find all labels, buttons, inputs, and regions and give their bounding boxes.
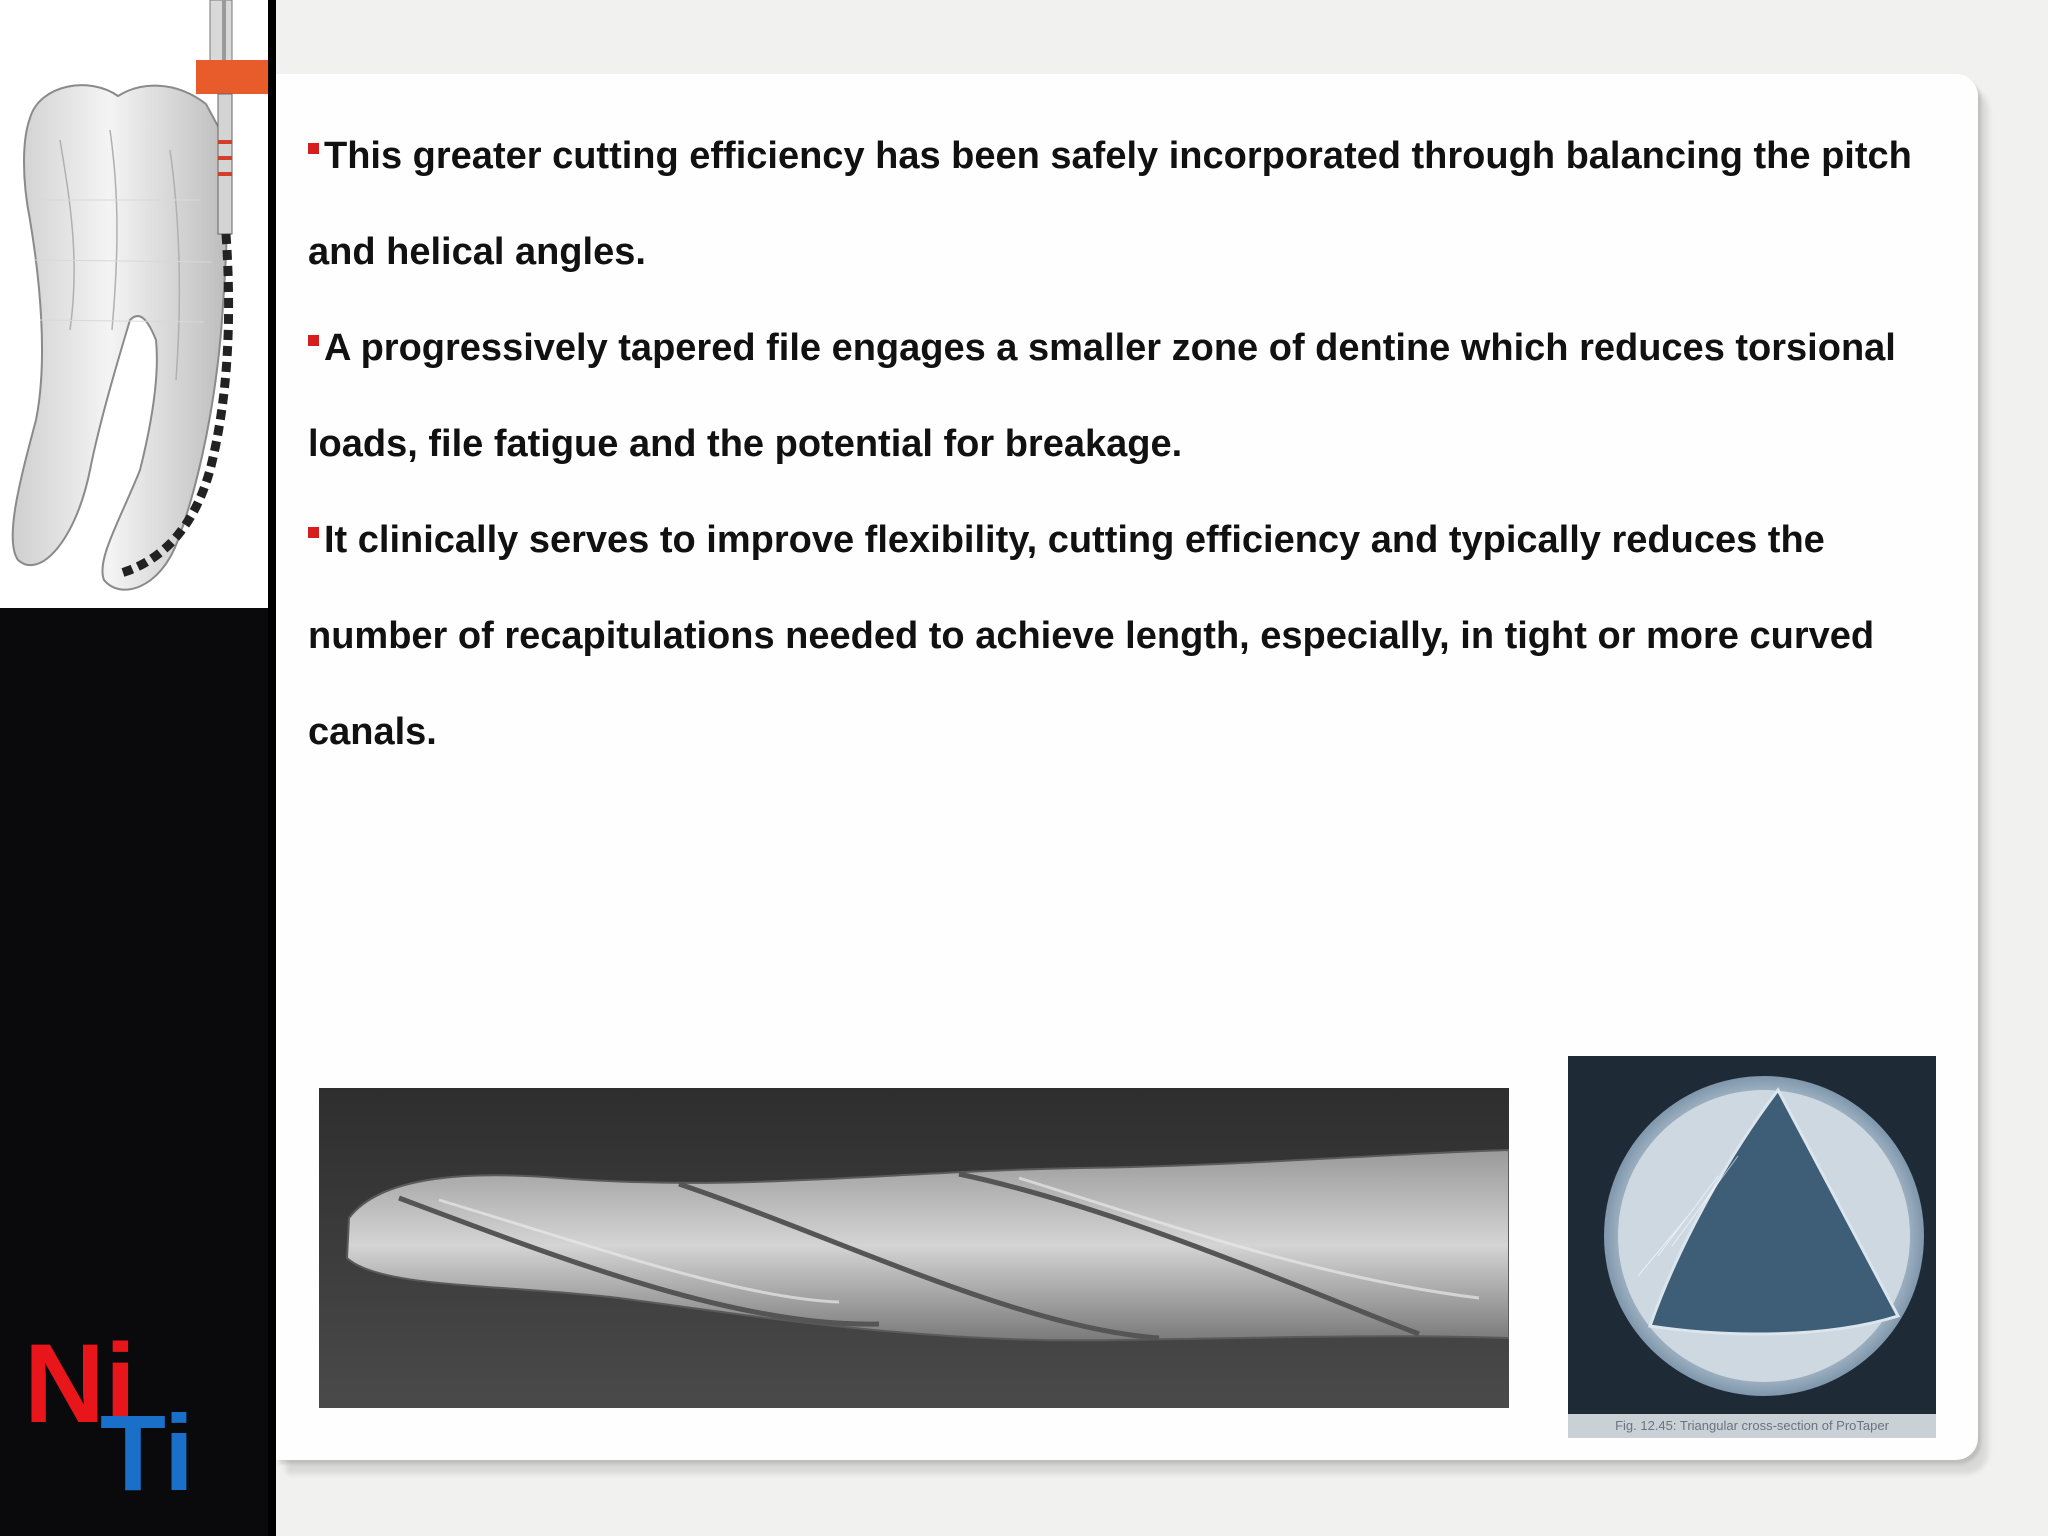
sidebar-divider [268, 0, 276, 1536]
bullet-item [308, 300, 1948, 492]
bullet-list [308, 108, 1948, 780]
bullet-item [308, 108, 1948, 300]
bullet-text: It clinically serves to improve flexibility, cutting efficiency and typically reduces the number of recapitulations needed to achieve length, especially, in tight or more curved canals. [308, 519, 1875, 753]
logo-ni-text: Ni [24, 1322, 136, 1446]
bullet-marker-icon [308, 143, 319, 154]
bullet-text: This greater cutting efficiency has been safely incorporated through balancing the pitch and helical angles. [308, 135, 1912, 273]
bullet-item [308, 492, 1948, 780]
logo-ti-text: Ti [100, 1392, 195, 1502]
bullet-text: A progressively tapered file engages a smaller zone of dentine which reduces torsional loads, file fatigue and the potential for breakage. [308, 327, 1896, 465]
tooth-illustration [0, 0, 268, 608]
bullet-marker-icon [308, 527, 319, 538]
bullet-marker-icon [308, 335, 319, 346]
figure-caption: Fig. 12.45: Triangular cross-section of ProTaper [1568, 1414, 1936, 1438]
file-sem-image [319, 1088, 1509, 1408]
triangular-cross-section-image [1568, 1056, 1936, 1438]
niti-logo [22, 1322, 262, 1502]
